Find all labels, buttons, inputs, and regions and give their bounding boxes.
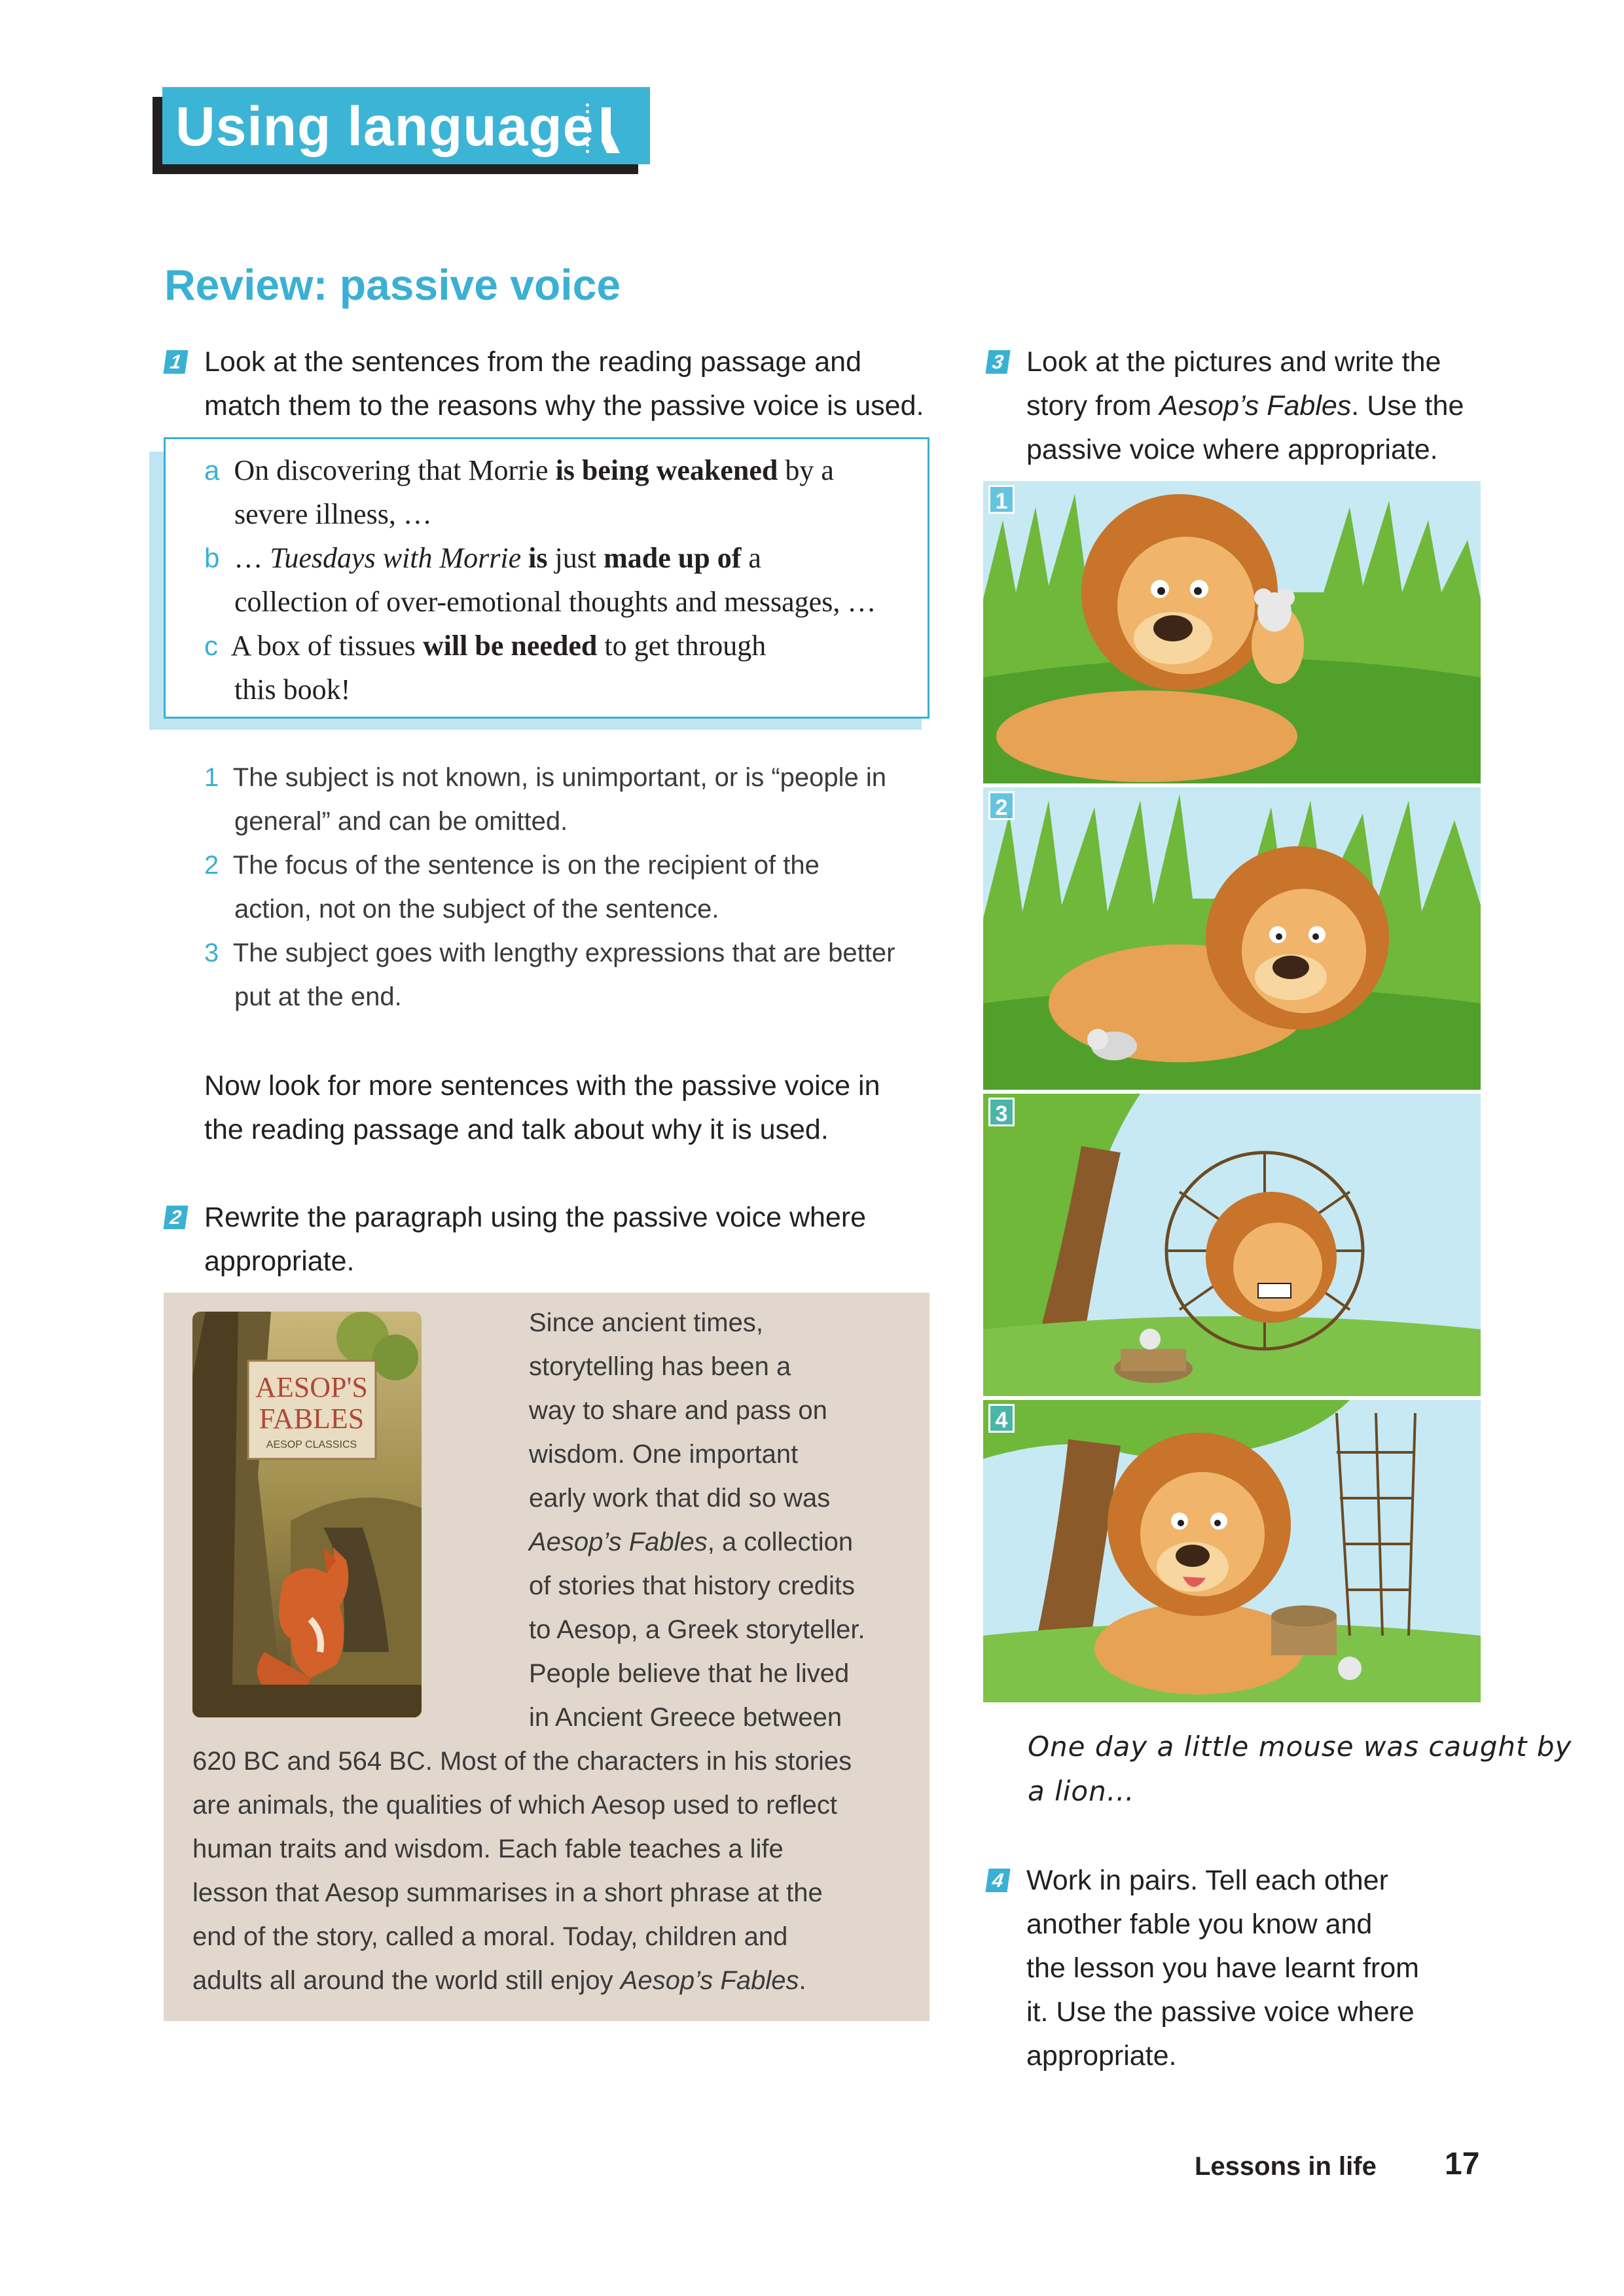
paragraph-line: 620 BC and 564 BC. Most of the characters in his stories	[192, 1747, 852, 1776]
reason-text: The subject is not known, is unimportant, or is “people in	[232, 763, 887, 792]
quote-bold: will be needed	[422, 630, 598, 662]
panel-number-2: 2	[988, 791, 1015, 820]
panel-number-4: 4	[988, 1404, 1015, 1433]
exercise1-followup-line-1: Now look for more sentences with the passive voice in	[204, 1070, 880, 1102]
book-title-line-1: AESOP'S	[255, 1371, 368, 1403]
quote-a-line-2: severe illness, …	[234, 498, 432, 530]
paragraph-italic: Aesop’s Fables	[529, 1528, 708, 1556]
paragraph-line: wisdom. One important	[529, 1440, 799, 1469]
page-number: 17	[1445, 2147, 1480, 2181]
reason-number: 2	[204, 851, 219, 880]
exercise4-instruction-line-4: it. Use the passive voice where	[1026, 1996, 1415, 2028]
paragraph-line: early work that did so was	[529, 1484, 831, 1513]
quote-text: to get through	[597, 630, 767, 662]
paragraph-line: of stories that history credits	[529, 1571, 855, 1600]
exercise4-instruction-line-2: another fable you know and	[1026, 1909, 1373, 1940]
reason-2-line-2: action, not on the subject of the sentence.	[234, 895, 719, 924]
quote-c-line-1	[204, 624, 766, 668]
quote-bold: is	[521, 542, 548, 574]
reason-number: 3	[204, 939, 219, 967]
quote-bold: is being weakened	[555, 454, 778, 486]
quote-italic: Tuesdays with Morrie	[270, 542, 522, 574]
paragraph-line: human traits and wisdom. Each fable teaches a life	[192, 1835, 784, 1863]
reason-1-line-2: general” and can be omitted.	[234, 807, 568, 836]
paragraph-line: lesson that Aesop summarises in a short phrase at the	[192, 1878, 823, 1907]
exercise4-instruction-line-1: Work in pairs. Tell each other	[1026, 1865, 1388, 1896]
paragraph-line	[192, 1959, 806, 2003]
exercise2-instruction-line-2: appropriate.	[204, 1246, 355, 1277]
quote-text: just	[547, 542, 604, 574]
paragraph-italic: Aesop’s Fables	[620, 1966, 799, 1995]
header-separator	[586, 103, 589, 153]
quote-text: by a	[778, 454, 834, 486]
quote-c-line-2: this book!	[234, 673, 351, 706]
story-start-line-2: a lion…	[1028, 1775, 1135, 1807]
panel-number-1: 1	[988, 485, 1015, 514]
reason-3-line-1	[204, 931, 895, 975]
exercise2-instruction-line-1: Rewrite the paragraph using the passive voice where	[204, 1202, 867, 1233]
instruction-italic: Aesop’s Fables	[1159, 390, 1352, 422]
header-title: Using language	[175, 96, 594, 157]
exercise-number-3: 3	[985, 350, 1010, 374]
paragraph-line: Since ancient times,	[529, 1308, 763, 1337]
panel-4-illustration	[983, 1400, 1481, 1702]
quote-text: …	[234, 542, 270, 574]
quote-letter: a	[204, 455, 220, 486]
book-subtitle: AESOP CLASSICS	[266, 1439, 357, 1450]
book-cover-illustration	[192, 1312, 422, 1717]
exercise3-instruction-line-2	[1026, 384, 1464, 428]
paragraph-text: .	[799, 1966, 806, 1995]
exercise4-instruction-line-3: the lesson you have learnt from	[1026, 1952, 1419, 1984]
paragraph-line: way to share and pass on	[529, 1396, 827, 1425]
reason-text: The subject goes with lengthy expressions that are better	[232, 939, 895, 967]
exercise3-instruction-line-3: passive voice where appropriate.	[1026, 434, 1438, 465]
instruction-text: . Use the	[1351, 390, 1464, 422]
paragraph-line: to Aesop, a Greek storyteller.	[529, 1615, 865, 1644]
paragraph-line: end of the story, called a moral. Today, children and	[192, 1922, 788, 1951]
paragraph-line	[529, 1520, 853, 1564]
paragraph-line: storytelling has been a	[529, 1352, 791, 1381]
section-title: Review: passive voice	[164, 260, 621, 309]
reason-3-line-2: put at the end.	[234, 982, 402, 1011]
paragraph-text: adults all around the world still enjoy	[192, 1966, 621, 1995]
story-panel-3	[983, 1094, 1481, 1396]
exercise-number-2: 2	[163, 1206, 188, 1229]
footer-title: Lessons in life	[1195, 2152, 1377, 2181]
paragraph-text: , a collection	[707, 1528, 854, 1556]
quote-b-line-2: collection of over-emotional thoughts and messages, …	[234, 586, 876, 618]
quote-a-line-1	[204, 448, 834, 492]
exercise4-instruction-line-5: appropriate.	[1026, 2040, 1177, 2072]
paragraph-line: in Ancient Greece between	[529, 1703, 842, 1732]
exercise1-instruction-line-2: match them to the reasons why the passive voice is used.	[204, 390, 924, 422]
quote-letter: c	[204, 630, 218, 661]
exercise1-instruction-line-1: Look at the sentences from the reading passage and	[204, 346, 862, 378]
story-panel-4	[983, 1400, 1481, 1702]
story-panel-2	[983, 787, 1481, 1090]
book-cover-image	[192, 1312, 422, 1717]
reason-1-line-1	[204, 756, 886, 800]
quote-bold: made up of	[604, 542, 742, 574]
exercise-number-1: 1	[163, 350, 188, 374]
quote-text: On discovering that Morrie	[234, 454, 556, 486]
panel-2-illustration	[983, 787, 1481, 1090]
book-title-line-2: FABLES	[259, 1403, 365, 1435]
quote-text: A box of tissues	[230, 630, 423, 662]
instruction-text: story from	[1026, 390, 1160, 422]
story-panel-1	[983, 481, 1481, 783]
panel-1-illustration	[983, 481, 1481, 783]
quote-b-line-1	[204, 536, 761, 580]
paragraph-line: are animals, the qualities of which Aesop used to reflect	[192, 1791, 837, 1820]
exercise3-instruction-line-1: Look at the pictures and write the	[1026, 346, 1441, 378]
quote-letter: b	[204, 543, 220, 573]
reason-2-line-1	[204, 844, 820, 888]
bookmark-glyph-icon	[598, 105, 623, 157]
exercise1-followup-line-2: the reading passage and talk about why it is used.	[204, 1114, 829, 1145]
panel-number-3: 3	[988, 1098, 1015, 1126]
story-start-line-1: One day a little mouse was caught by	[1028, 1731, 1572, 1763]
reason-number: 1	[204, 763, 219, 792]
paragraph-line: People believe that he lived	[529, 1659, 850, 1688]
exercise-number-4: 4	[985, 1869, 1010, 1892]
quote-text: a	[741, 542, 761, 574]
reason-text: The focus of the sentence is on the recipient of the	[232, 851, 820, 880]
panel-3-illustration	[983, 1094, 1481, 1396]
